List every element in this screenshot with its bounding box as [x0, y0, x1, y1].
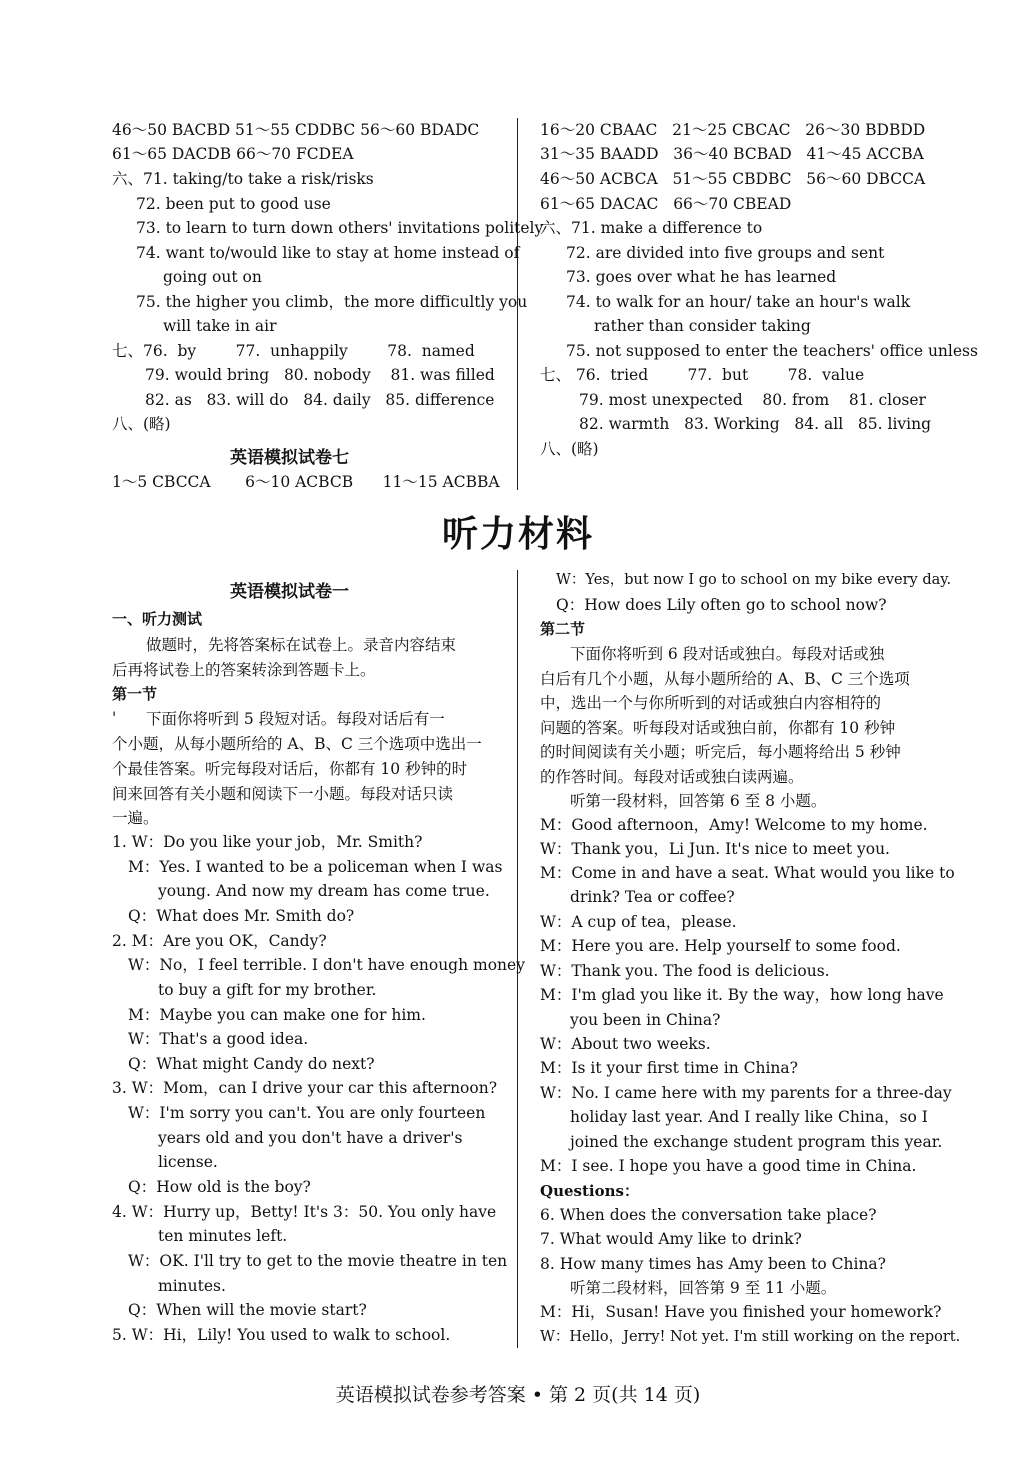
intro-line: 做题时，先将答案标在试卷上。录音内容结束: [146, 636, 457, 654]
part-heading: 一、听力测试: [112, 610, 203, 628]
answer-row: 1～5 CBCCA 6～10 ACBCB 11～15 ACBBA: [112, 473, 500, 491]
answer-row: 六、71. taking/to take a risk/risks: [112, 170, 374, 188]
dialogue-line: M：Hi，Susan! Have you finished your homework?: [540, 1303, 942, 1321]
answer-row: 82. warmth 83. Working 84. all 85. living: [579, 415, 932, 433]
instruction-line: 听第一段材料，回答第 6 至 8 小题。: [570, 792, 827, 810]
dialogue-line: holiday last year. And I really like China，so I: [570, 1108, 928, 1126]
instruction-line: 的时间阅读有关小题；听完后，每小题将给出 5 秒钟: [540, 743, 901, 761]
dialogue-line: 5. W：Hi，Lily! You used to walk to school.: [112, 1326, 451, 1344]
answer-row: will take in air: [163, 317, 277, 335]
question-line: 6. When does the conversation take place?: [540, 1206, 877, 1224]
answer-row: 61～65 DACDB 66～70 FCDEA: [112, 145, 354, 163]
dialogue-line: M：Here you are. Help yourself to some food.: [540, 937, 901, 955]
dialogue-line: W：Yes，but now I go to school on my bike every day.: [556, 572, 952, 588]
dialogue-line: M：Maybe you can make one for him.: [128, 1006, 426, 1024]
dialogue-line: years old and you don't have a driver's: [158, 1129, 463, 1147]
instruction-line: 白后有几个小题，从每小题所给的 A、B、C 三个选项: [540, 670, 910, 688]
question-line: 8. How many times has Amy been to China?: [540, 1255, 886, 1273]
answer-row: 六、71. make a difference to: [540, 219, 763, 237]
instruction-line: 中，选出一个与你所听到的对话或独白内容相符的: [540, 694, 882, 712]
dialogue-line: W：OK. I'll try to get to the movie theatre in ten: [128, 1252, 508, 1270]
answer-row: 75. not supposed to enter the teachers' office unless: [566, 342, 978, 360]
dialogue-line: W：Thank you，Li Jun. It's nice to meet you.: [540, 840, 890, 858]
dialogue-line: M：Yes. I wanted to be a policeman when I was: [128, 858, 503, 876]
answer-row: 七、 76. tried 77. but 78. value: [540, 366, 865, 384]
answer-row: 46～50 BACBD 51～55 CDDBC 56～60 BDADC: [112, 121, 480, 139]
dialogue-line: M：Is it your first time in China?: [540, 1059, 798, 1077]
section-heading: 第一节: [112, 685, 158, 703]
questions-heading: Questions：: [540, 1182, 639, 1200]
dialogue-line: W：That's a good idea.: [128, 1030, 309, 1048]
answer-row: 73. goes over what he has learned: [566, 268, 837, 286]
dialogue-line: M：I'm glad you like it. By the way，how long have: [540, 986, 944, 1004]
dialogue-line: young. And now my dream has come true.: [158, 882, 490, 900]
instruction-line: 个最佳答案。听完每段对话后，你都有 10 秒钟的时: [112, 760, 468, 778]
instruction-line: 下面你将听到 5 段短对话。每段对话后有一: [146, 710, 445, 728]
dialogue-line: minutes.: [158, 1277, 226, 1295]
dialogue-line: M：Good afternoon，Amy! Welcome to my home.: [540, 816, 928, 834]
answer-row: 72. are divided into five groups and sent: [566, 244, 885, 262]
exam-heading: 英语模拟试卷一: [230, 582, 349, 602]
instruction-line: 问题的答案。听每段对话或独白前，你都有 10 秒钟: [540, 719, 896, 737]
instruction-line: 的作答时间。每段对话或独白读两遍。: [540, 768, 804, 786]
answer-row: going out on: [163, 268, 262, 286]
dialogue-line: Q：How does Lily often go to school now?: [556, 596, 887, 614]
answer-row: 16～20 CBAAC 21～25 CBCAC 26～30 BDBDD: [540, 121, 926, 139]
intro-line: 后再将试卷上的答案转涂到答题卡上。: [112, 661, 376, 679]
dialogue-line: Q：When will the movie start?: [128, 1301, 367, 1319]
dialogue-line: W：I'm sorry you can't. You are only fourteen: [128, 1104, 486, 1122]
dialogue-line: W：No，I feel terrible. I don't have enough money: [128, 956, 525, 974]
dialogue-line: Q：What might Candy do next?: [128, 1055, 375, 1073]
answer-row: 79. would bring 80. nobody 81. was filled: [145, 366, 495, 384]
dialogue-line: 4. W：Hurry up，Betty! It's 3：50. You only have: [112, 1203, 497, 1221]
instruction-line: 个小题，从每小题所给的 A、B、C 三个选项中选出一: [112, 735, 482, 753]
answer-row: 74. want to/would like to stay at home instead of: [136, 244, 520, 262]
dialogue-line: W：No. I came here with my parents for a three-day: [540, 1084, 952, 1102]
answer-row: 八、(略): [112, 415, 171, 433]
dialogue-line: ten minutes left.: [158, 1227, 288, 1245]
dialogue-line: W：Thank you. The food is delicious.: [540, 962, 830, 980]
answer-row: 73. to learn to turn down others' invitations politely: [136, 219, 544, 237]
dialogue-line: 3. W：Mom，can I drive your car this afternoon?: [112, 1079, 498, 1097]
answer-row: 72. been put to good use: [136, 195, 331, 213]
answer-row: 75. the higher you climb，the more difficultly you: [136, 293, 528, 311]
instruction-line: 一遍。: [112, 809, 159, 827]
dialogue-line: M：I see. I hope you have a good time in China.: [540, 1157, 917, 1175]
answer-row: rather than consider taking: [594, 317, 811, 335]
dialogue-line: Q：What does Mr. Smith do?: [128, 907, 355, 925]
question-line: 7. What would Amy like to drink?: [540, 1230, 802, 1248]
dialogue-line: W：A cup of tea，please.: [540, 913, 737, 931]
answer-row: 82. as 83. will do 84. daily 85. difference: [145, 391, 495, 409]
dialogue-line: 2. M：Are you OK，Candy?: [112, 932, 327, 950]
answer-row: 79. most unexpected 80. from 81. closer: [579, 391, 926, 409]
dialogue-line: you been in China?: [570, 1011, 721, 1029]
answer-row: 61～65 DACAC 66～70 CBEAD: [540, 195, 792, 213]
answer-row: 46～50 ACBCA 51～55 CBDBC 56～60 DBCCA: [540, 170, 926, 188]
answer-row: 八、(略): [540, 440, 599, 458]
dialogue-line: license.: [158, 1153, 218, 1171]
stray-mark: ': [112, 709, 117, 727]
dialogue-line: joined the exchange student program this year.: [570, 1133, 943, 1151]
page-footer: 英语模拟试卷参考答案 • 第 2 页(共 14 页): [335, 1384, 701, 1406]
dialogue-line: Q：How old is the boy?: [128, 1178, 311, 1196]
instruction-line: 下面你将听到 6 段对话或独白。每段对话或独: [570, 645, 885, 663]
exam-heading: 英语模拟试卷七: [230, 448, 349, 468]
dialogue-line: W：About two weeks.: [540, 1035, 711, 1053]
dialogue-line: M：Come in and have a seat. What would you like to: [540, 864, 955, 882]
section-title: 听力材料: [441, 513, 594, 555]
answer-row: 七、76. by 77. unhappily 78. named: [112, 342, 475, 360]
instruction-line: 间来回答有关小题和阅读下一小题。每段对话只读: [112, 785, 454, 803]
dialogue-line: drink? Tea or coffee?: [570, 888, 735, 906]
dialogue-line: to buy a gift for my brother.: [158, 981, 377, 999]
instruction-line: 听第二段材料，回答第 9 至 11 小题。: [570, 1279, 837, 1297]
dialogue-line: W：Hello，Jerry! Not yet. I'm still working on the report.: [540, 1329, 961, 1345]
answer-row: 31～35 BAADD 36～40 BCBAD 41～45 ACCBA: [540, 145, 924, 163]
answer-row: 74. to walk for an hour/ take an hour's walk: [566, 293, 911, 311]
dialogue-line: 1. W：Do you like your job，Mr. Smith?: [112, 833, 423, 851]
section-heading: 第二节: [540, 620, 586, 638]
